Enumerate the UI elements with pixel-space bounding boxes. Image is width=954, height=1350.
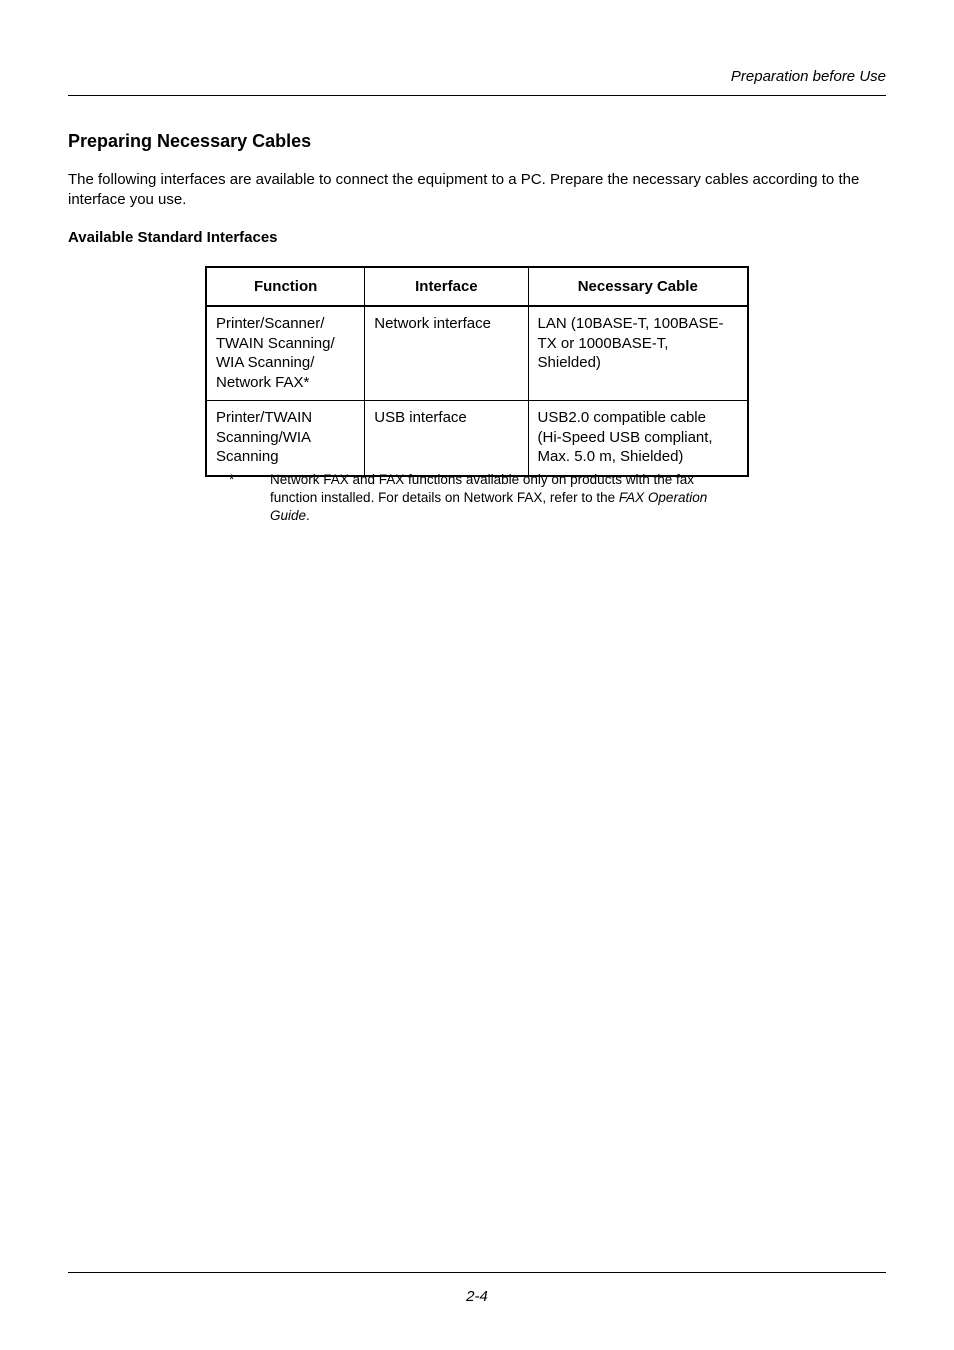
cable-text: USB2.0 compatible cable (Hi-Speed USB compliant, Max. 5.0 m, Shielded) <box>537 409 713 465</box>
running-header: Preparation before Use <box>730 68 886 85</box>
interfaces-subheading: Available Standard Interfaces <box>68 229 278 246</box>
cable-cell <box>528 401 748 476</box>
interface-cell <box>365 306 528 401</box>
footnote-text-after: . <box>306 508 310 523</box>
page-number: 2-4 <box>466 1288 488 1305</box>
function-text: Printer/Scanner/ TWAIN Scanning/ WIA Scanning/ Network FAX* <box>216 315 335 391</box>
table-header-row <box>206 267 748 306</box>
footnote-text <box>270 471 740 525</box>
footnote-marker: * <box>229 472 235 487</box>
intro-paragraph: The following interfaces are available to connect the equipment to a PC. Prepare the necessary cables according to the interface you use. <box>68 171 860 208</box>
column-header-cable: Necessary Cable <box>528 267 748 306</box>
table-row <box>206 401 748 476</box>
footnote-guide-title: FAX Operation Guide <box>270 490 708 523</box>
cable-cell <box>528 306 748 401</box>
interface-text: USB interface <box>374 409 467 426</box>
table-row <box>206 306 748 401</box>
cable-text: LAN (10BASE-T, 100BASE- TX or 1000BASE-T, Shielded) <box>537 315 724 371</box>
interface-cell <box>365 401 528 476</box>
interface-text: Network interface <box>374 315 491 332</box>
function-cell <box>206 401 365 476</box>
function-text: Printer/TWAIN Scanning/WIA Scanning <box>216 409 313 465</box>
function-cell <box>206 306 365 401</box>
column-header-interface: Interface <box>365 267 528 306</box>
section-title: Preparing Necessary Cables <box>68 131 312 151</box>
footnote-text-before: Network FAX and FAX functions available only on products with the fax function installed. For details on Network FAX, refer to the <box>270 472 694 505</box>
interfaces-table <box>205 266 749 477</box>
header-rule <box>68 95 886 96</box>
column-header-function: Function <box>206 267 365 306</box>
footer-rule <box>68 1272 886 1273</box>
